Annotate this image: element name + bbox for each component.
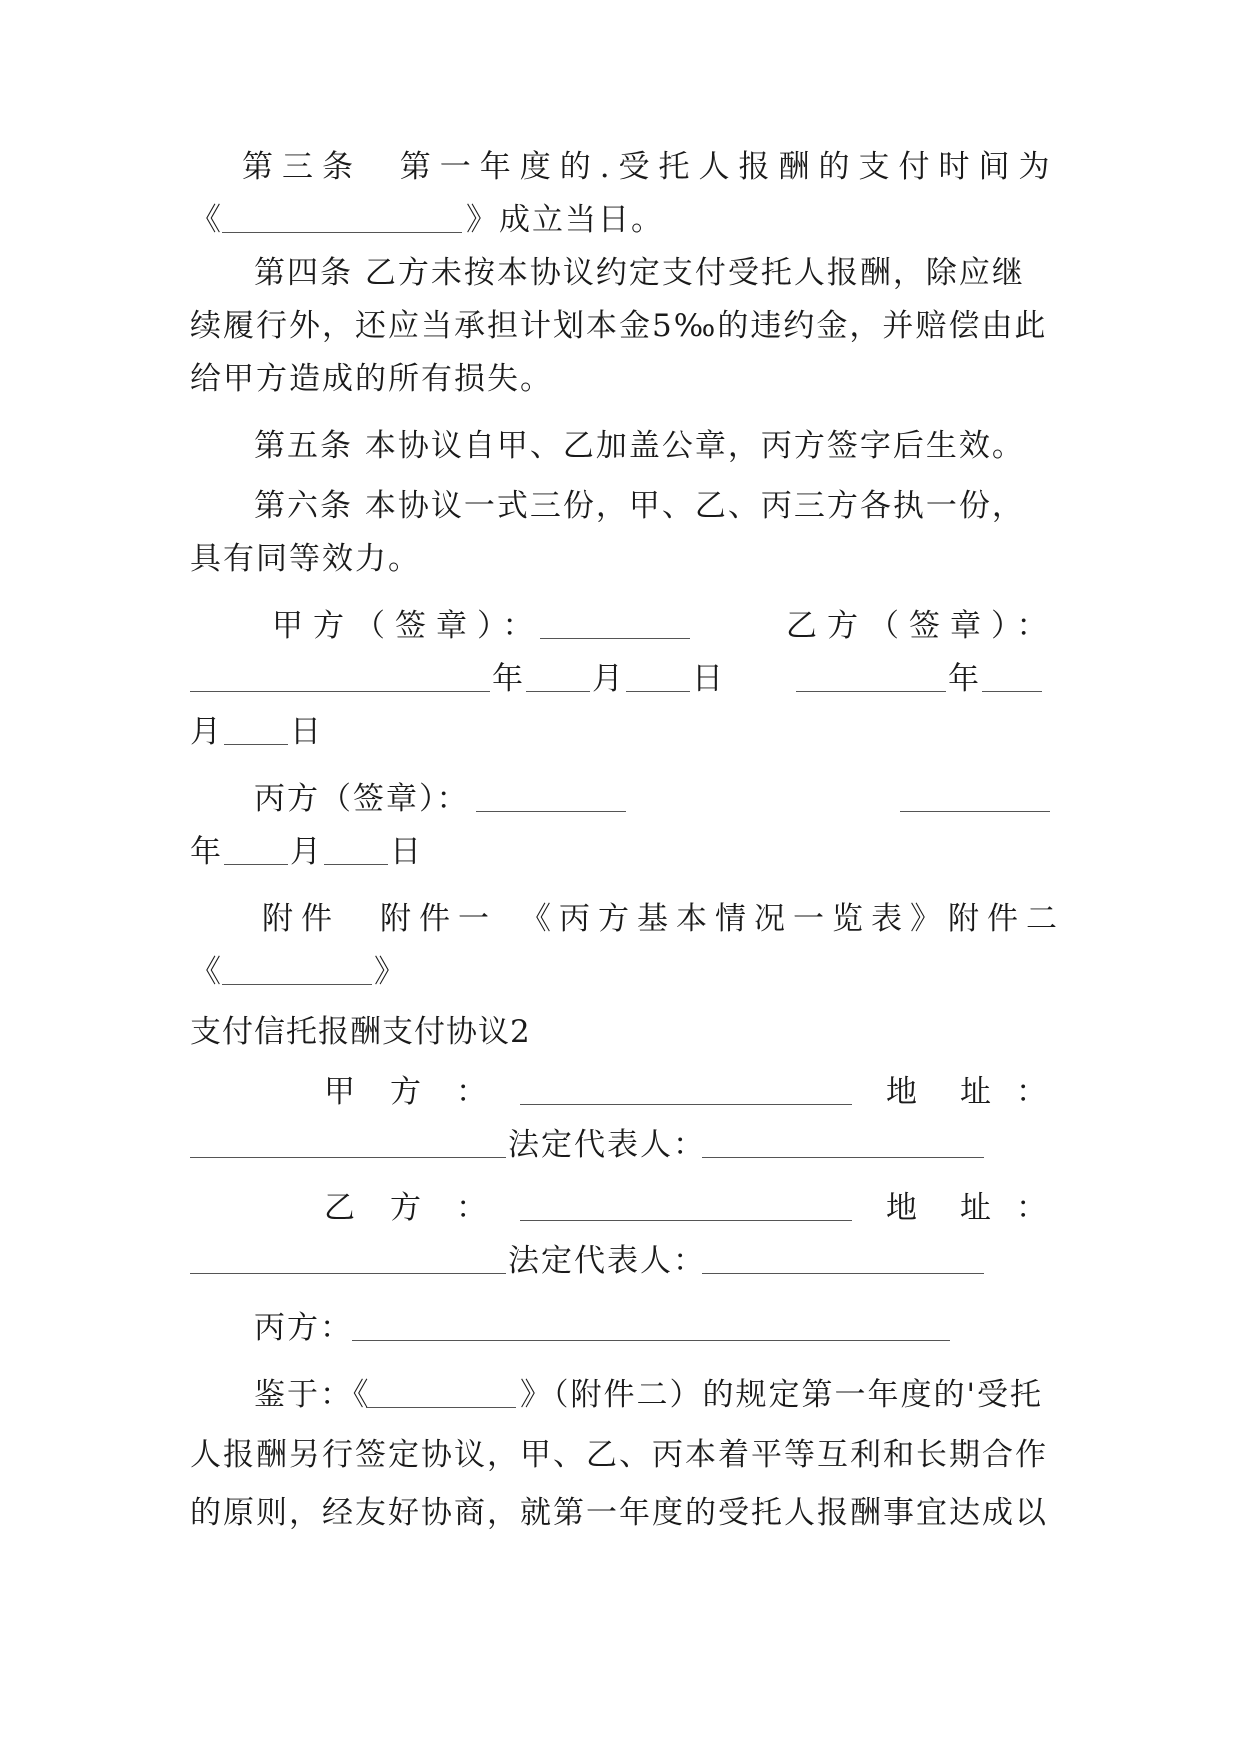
attachment-2-close-bracket: 》 — [374, 954, 407, 990]
attachment-2-line — [190, 947, 1050, 997]
whereas-line-3 — [190, 1488, 1050, 1538]
party-a-colon: ： — [456, 1074, 489, 1110]
party-b-char-1: 乙 — [324, 1190, 357, 1226]
party-b-name-blank[interactable] — [520, 1220, 852, 1221]
whereas-text-3: 的原则，经友好协商，就第一年度的受托人报酬事宜达成以 — [190, 1495, 1048, 1531]
attachment-2-name-blank[interactable] — [222, 984, 372, 985]
party-c-name-blank[interactable] — [352, 1340, 950, 1341]
party-c-label: 丙方： — [254, 1310, 353, 1346]
party-a-rep-blank[interactable] — [702, 1157, 984, 1158]
date-year-label: 年 — [492, 661, 525, 697]
party-b-address-char-1: 地 — [886, 1190, 919, 1226]
party-b-seal-label: 乙方（签章）： — [786, 608, 1058, 644]
party-b-month-label: 月 — [190, 714, 223, 750]
party-b-colon: ： — [456, 1190, 489, 1226]
party-c-date-line — [190, 827, 1050, 877]
article-4-text-2: 续履行外，还应当承担计划本金5‰的违约金，并赔偿由此 — [190, 308, 1048, 344]
party-c-info-line — [190, 1303, 1050, 1353]
party-c-month-blank[interactable] — [324, 864, 388, 865]
whereas-line-2 — [190, 1430, 1050, 1480]
whereas-start: 鉴于：《 — [254, 1377, 371, 1413]
attachment-2-open-bracket: 《 — [190, 954, 223, 990]
party-a-seal-label: 甲方（签章）： — [272, 608, 544, 644]
signature-date-line-2 — [190, 707, 1050, 757]
whereas-continued: 》（附件二）的规定第一年度的'受托 — [520, 1377, 1044, 1413]
article-4-line-1 — [190, 248, 1050, 298]
article-6-text-2: 具有同等效力。 — [190, 541, 421, 577]
party-c-month-label: 月 — [290, 834, 323, 870]
party-a-seal-blank[interactable] — [540, 638, 690, 639]
section-title: 支付信托报酬支付协议2 — [190, 1014, 531, 1050]
party-b-rep-line — [190, 1236, 1050, 1286]
party-b-rep-label: 法定代表人： — [508, 1243, 706, 1279]
party-b-info-line — [190, 1183, 1050, 1233]
party-b-day-label: 日 — [290, 714, 323, 750]
party-c-day-label: 日 — [390, 834, 423, 870]
whereas-text-2: 人报酬另行签定协议，甲、乙、丙本着平等互利和长期合作 — [190, 1437, 1048, 1473]
section-title-line — [190, 1007, 1050, 1057]
signature-party-a-b-line — [190, 601, 1058, 651]
party-c-year-label: 年 — [190, 834, 223, 870]
party-a-rep-label: 法定代表人： — [508, 1127, 706, 1163]
article-3-line-2 — [190, 195, 1050, 245]
party-a-rep-line — [190, 1120, 1050, 1170]
party-b-month-blank[interactable] — [224, 744, 288, 745]
article-6-text-1: 第六条 本协议一式三份，甲、乙、丙三方各执一份， — [254, 488, 1025, 524]
date-day-label: 日 — [692, 661, 725, 697]
party-b-year-label: 年 — [948, 661, 981, 697]
party-b-address-colon: ： — [1016, 1190, 1049, 1226]
party-a-char-2: 方 — [390, 1074, 423, 1110]
party-b-rep-blank[interactable] — [702, 1273, 984, 1274]
article-5-text: 第五条 本协议自甲、乙加盖公章，丙方签字后生效。 — [254, 428, 1025, 464]
party-b-address-char-2: 址 — [960, 1190, 993, 1226]
whereas-line-1 — [190, 1370, 1050, 1420]
attachments-line — [190, 894, 1065, 944]
party-b-signature-blank[interactable] — [796, 691, 946, 692]
attachments-label: 附件 — [262, 901, 340, 937]
attachment-1-title: 《丙方基本情况一览表》 — [520, 901, 949, 937]
article-4-text-3: 给甲方造成的所有损失。 — [190, 361, 553, 397]
article-5-line — [190, 421, 1050, 471]
title-open-bracket: 《 — [190, 202, 223, 238]
agreement-name-blank[interactable] — [222, 232, 462, 233]
party-a-name-blank[interactable] — [520, 1104, 852, 1105]
party-a-signature-blank[interactable] — [190, 691, 490, 692]
party-a-address-colon: ： — [1016, 1074, 1049, 1110]
article-6-line-2 — [190, 534, 1050, 584]
party-a-address-char-1: 地 — [886, 1074, 919, 1110]
article-4-line-3 — [190, 354, 1050, 404]
party-b-char-2: 方 — [390, 1190, 423, 1226]
signature-party-c-line — [190, 774, 1050, 824]
party-a-address-char-2: 址 — [960, 1074, 993, 1110]
party-c-seal-blank[interactable] — [476, 811, 626, 812]
date-month-blank[interactable] — [626, 691, 690, 692]
party-c-year-blank[interactable] — [224, 864, 288, 865]
attachment-1-label: 附件一 — [380, 901, 497, 937]
article-4-line-2 — [190, 301, 1050, 351]
attachment-2-label: 附件二 — [948, 901, 1065, 937]
party-a-address-blank[interactable] — [190, 1157, 506, 1158]
signature-date-line-1 — [190, 654, 1050, 704]
party-c-seal-label: 丙方（签章）： — [254, 781, 470, 817]
party-a-char-1: 甲 — [324, 1074, 357, 1110]
article-3-text: 第三条 第一年度的.受托人报酬的支付时间为 — [242, 149, 1059, 185]
article-3-line-1 — [190, 142, 1059, 192]
date-month-label: 月 — [592, 661, 625, 697]
party-a-info-line — [190, 1067, 1050, 1117]
party-b-address-blank[interactable] — [190, 1273, 506, 1274]
article-4-text-1: 第四条 乙方未按本协议约定支付受托人报酬，除应继 — [254, 255, 1025, 291]
article-6-line-1 — [190, 481, 1050, 531]
date-year-blank[interactable] — [526, 691, 590, 692]
party-b-year-blank[interactable] — [982, 691, 1042, 692]
article-3-ending: 》成立当日。 — [466, 202, 664, 238]
whereas-agreement-blank[interactable] — [366, 1407, 516, 1408]
party-c-signature-blank[interactable] — [900, 811, 1050, 812]
